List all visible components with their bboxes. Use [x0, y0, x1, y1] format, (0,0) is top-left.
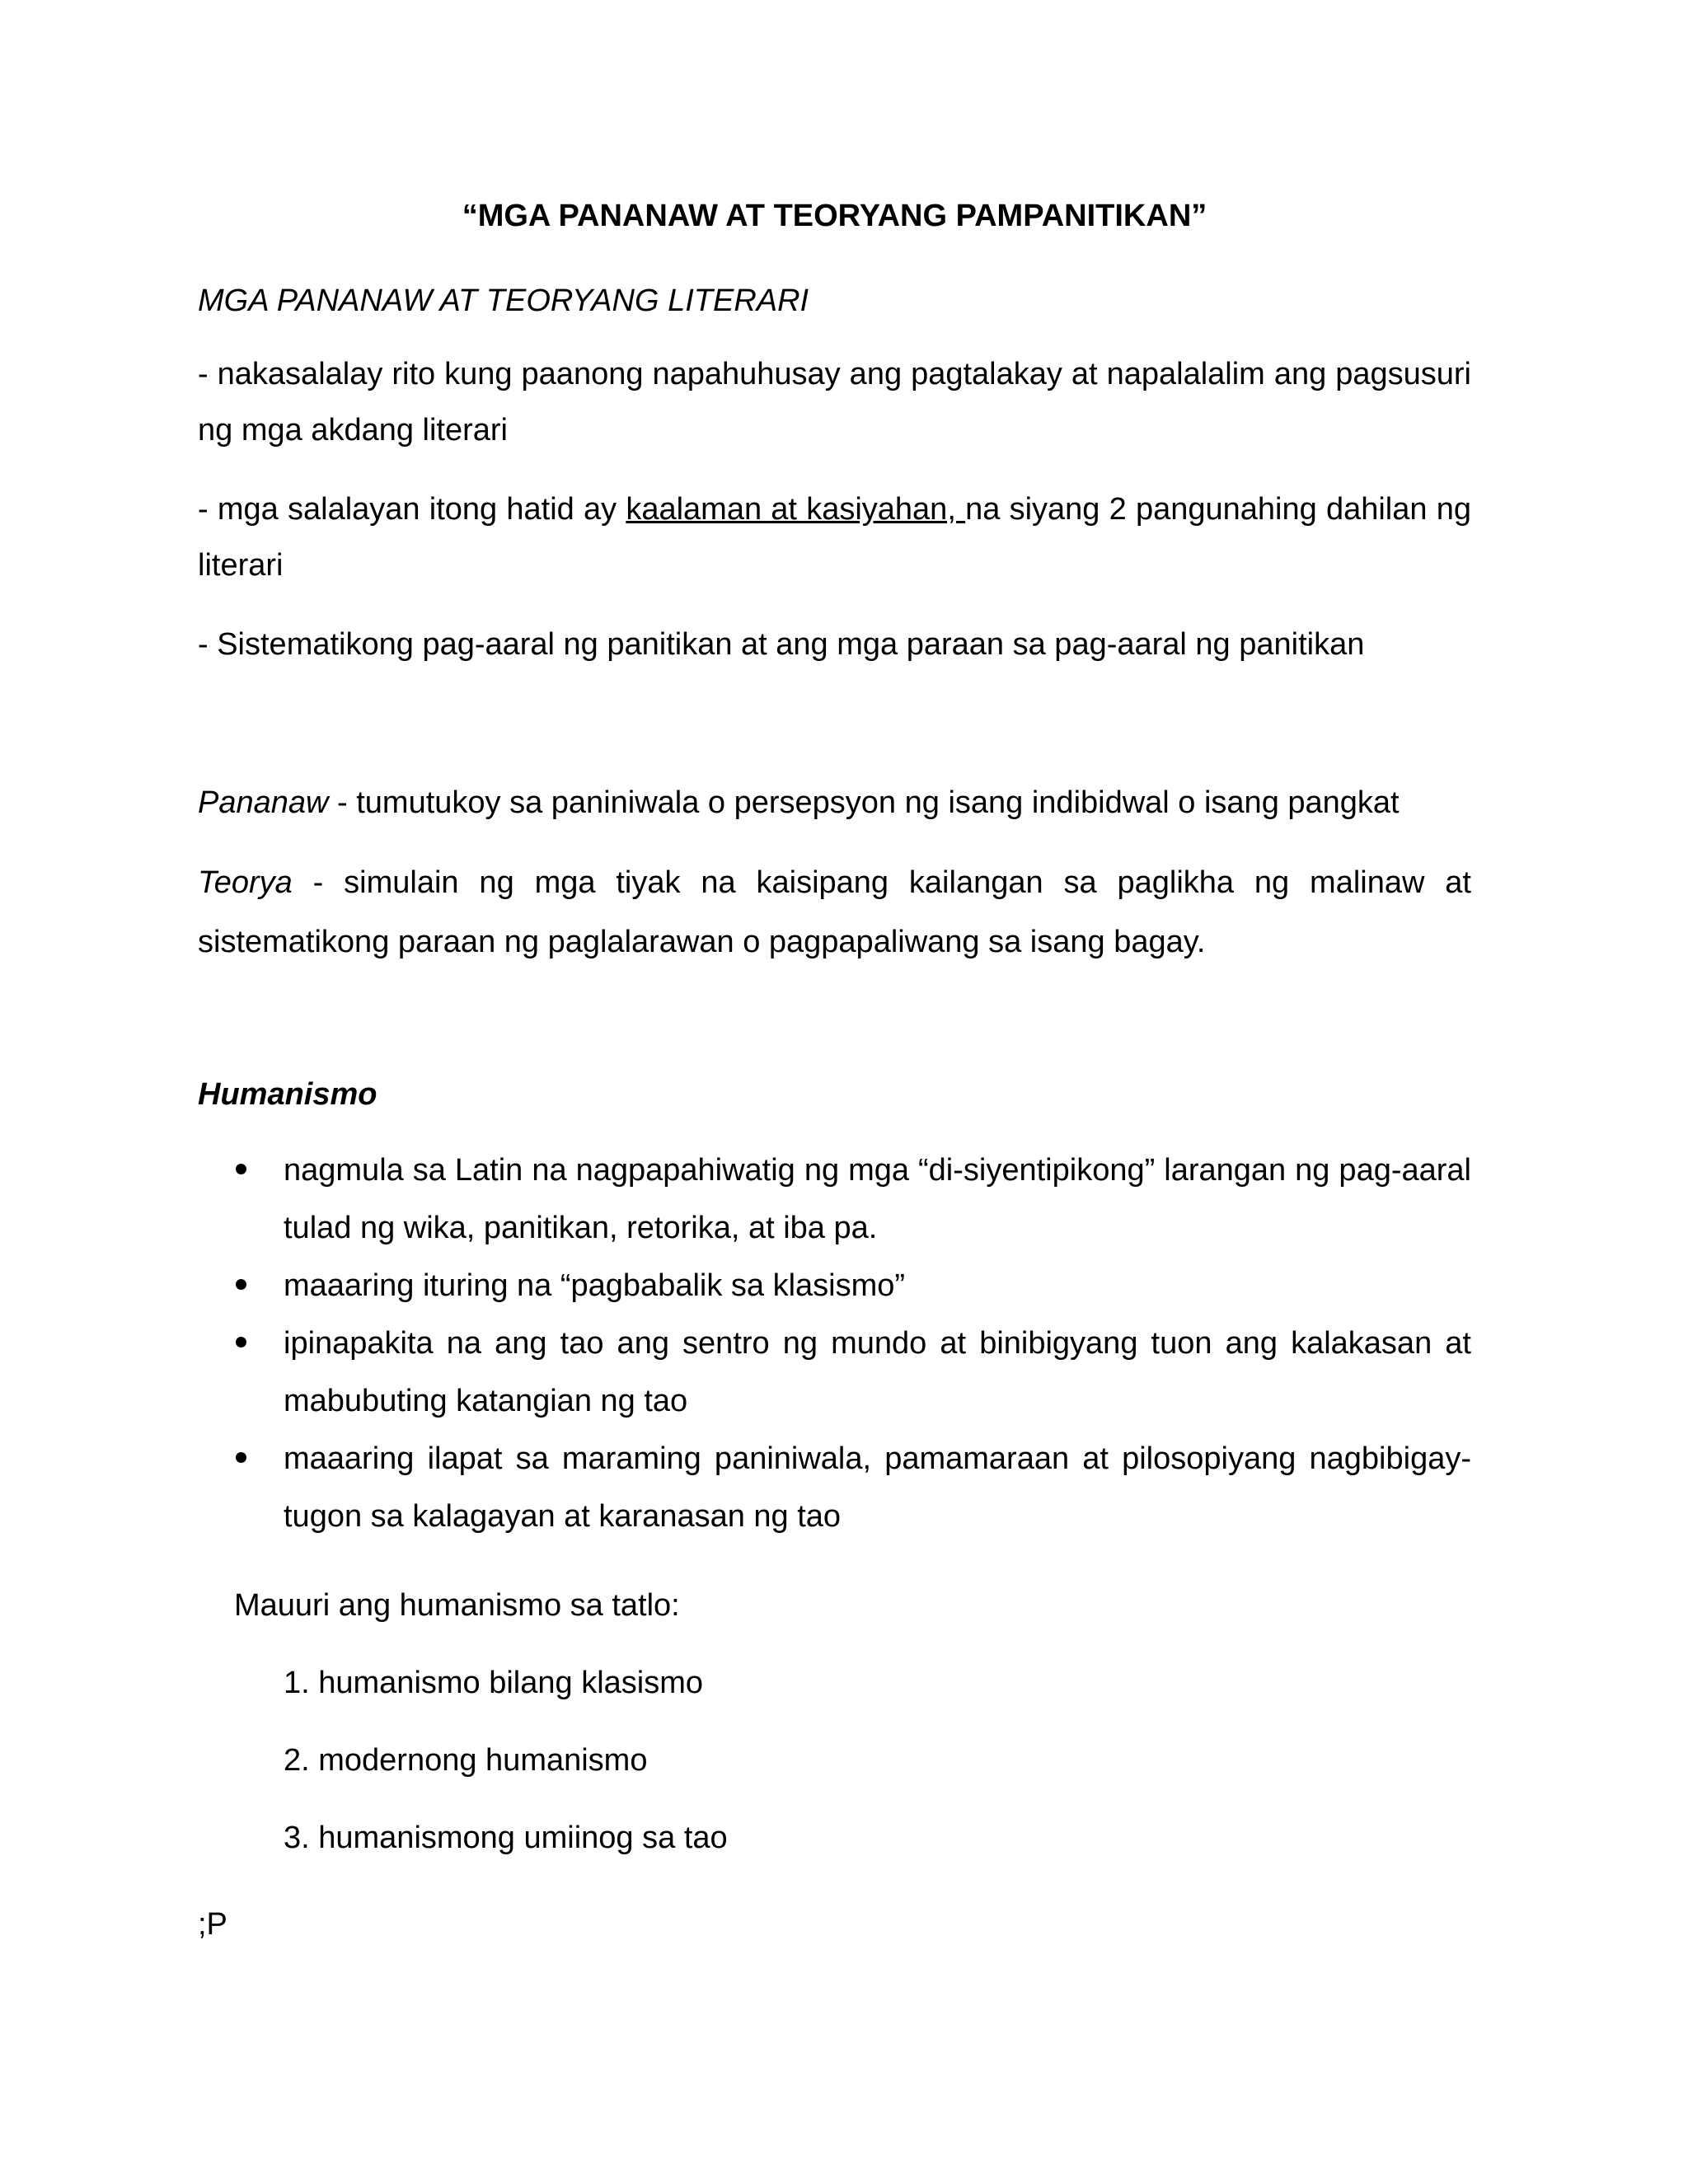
list-item-text: maaaring ilapat sa maraming paniniwala, pamamaraan at pilosopiyang nagbibigay-tugon sa kalagayan at karanasan ng tao	[284, 1441, 1471, 1534]
humanismo-bullet-list	[198, 1141, 1471, 1545]
definition-term: Teorya	[198, 865, 293, 900]
document-title: “MGA PANANAW AT TEORYANG PAMPANITIKAN”	[462, 199, 1207, 233]
classification-intro: Mauuri ang humanismo sa tatlo:	[234, 1588, 680, 1623]
definition-term: Pananaw	[198, 785, 329, 820]
document-subtitle: MGA PANANAW AT TEORYANG LITERARI	[198, 284, 809, 318]
list-item	[198, 1141, 1471, 1257]
intro-line-1: - nakasalalay rito kung paanong napahuhusay ang pagtalakay at napalalalim ang pagsusuri ng mga akdang literari	[198, 357, 1471, 448]
classification-item-3: 3. humanismong umiinog sa tao	[284, 1821, 728, 1855]
classification-item-2: 2. modernong humanismo	[284, 1743, 648, 1778]
list-item	[198, 1315, 1471, 1430]
intro-line-3: - Sistematikong pag-aaral ng panitikan at ang mga paraan sa pag-aaral ng panitikan	[198, 627, 1365, 662]
list-item-text: maaaring ituring na “pagbabalik sa klasismo”	[284, 1268, 906, 1303]
footer-mark: ;P	[198, 1907, 227, 1942]
bullet-icon	[236, 1164, 246, 1174]
intro-line-2-underlined: kaalaman at kasiyahan,	[626, 492, 966, 527]
intro-line-2	[198, 481, 1471, 593]
section-heading-humanismo: Humanismo	[198, 1077, 377, 1112]
definition-pananaw	[198, 775, 1471, 831]
classification-item-1: 1. humanismo bilang klasismo	[284, 1666, 704, 1700]
bullet-icon	[236, 1279, 246, 1290]
list-item-text: ipinapakita na ang tao ang sentro ng mundo at binibigyang tuon ang kalakasan at mabubuting katangian ng tao	[284, 1326, 1471, 1418]
bullet-icon	[236, 1337, 246, 1347]
definition-text: - tumutukoy sa paniniwala o persepsyon ng isang indibidwal o isang pangkat	[328, 785, 1400, 820]
definition-teorya	[198, 853, 1471, 972]
list-item-text: nagmula sa Latin na nagpapahiwatig ng mga “di-siyentipikong” larangan ng pag-aaral tulad ng wika, panitikan, retorika, at iba pa.	[284, 1153, 1471, 1245]
intro-line-2-after: na siyang 2 pangunahing dahilan ng literari	[198, 492, 1471, 583]
list-item	[198, 1430, 1471, 1545]
list-item	[198, 1257, 1471, 1315]
intro-line-2-before: - mga salalayan itong hatid ay	[198, 492, 626, 527]
bullet-icon	[236, 1452, 246, 1463]
definition-text: - simulain ng mga tiyak na kaisipang kailangan sa paglikha ng malinaw at sistematikong paraan ng paglalarawan o pagpapaliwang sa isang bagay.	[198, 865, 1471, 959]
